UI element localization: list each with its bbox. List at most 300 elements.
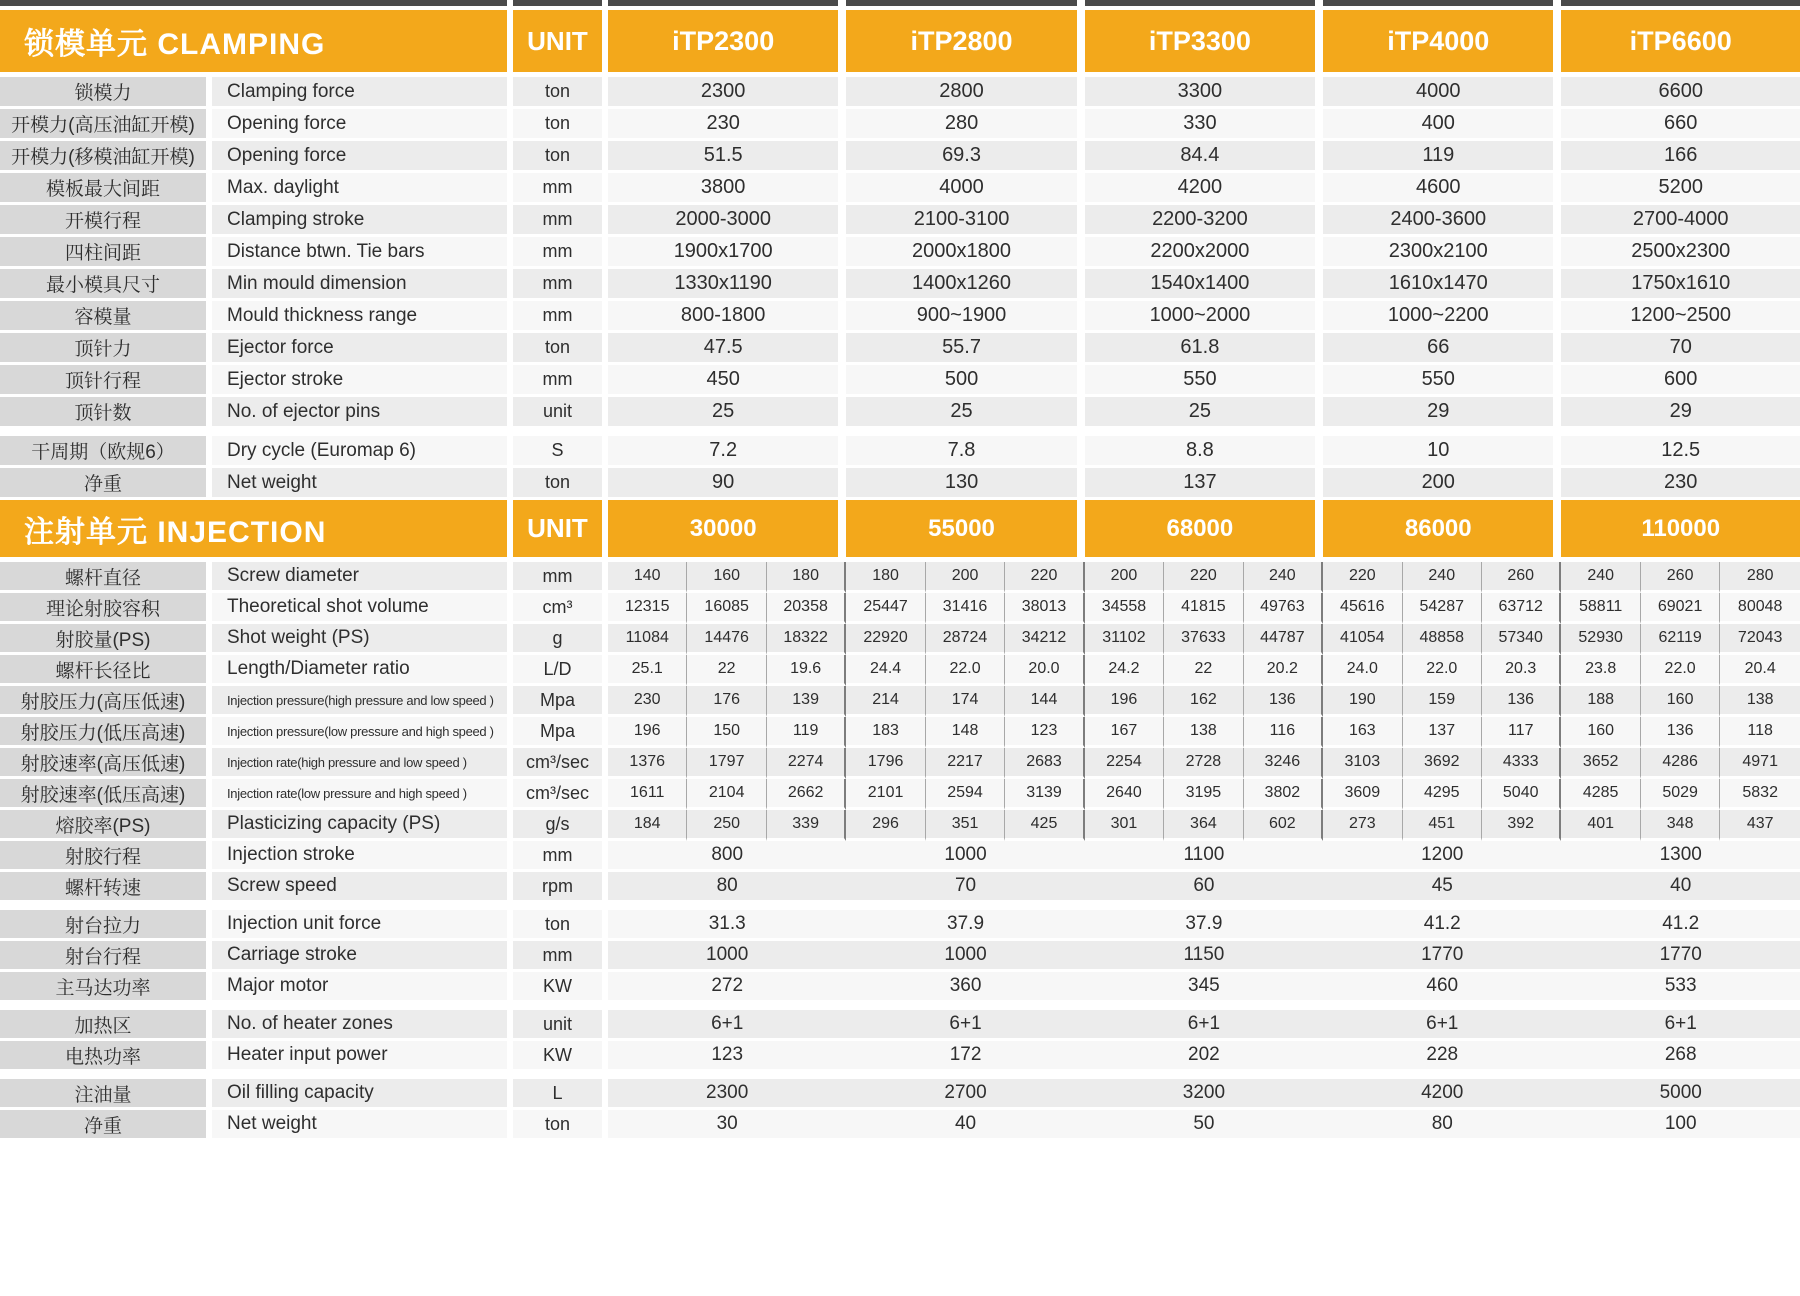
value-cell: 2728	[1164, 748, 1243, 779]
value-cell: 90	[608, 468, 846, 500]
value-cell: 60	[1085, 872, 1323, 903]
row-label-cn: 最小模具尺寸	[0, 269, 212, 301]
value-cell: 139	[767, 686, 846, 717]
row-label-cn: 主马达功率	[0, 972, 212, 1003]
row-unit: ton	[513, 77, 608, 109]
row-label-cn: 干周期（欧规6）	[0, 436, 212, 468]
value-cell: 202	[1085, 1041, 1323, 1072]
clamping-unit-header: UNIT	[513, 10, 608, 77]
value-cell: 240	[1244, 562, 1323, 593]
row-label-cn: 螺杆长径比	[0, 655, 212, 686]
value-cell: 80	[1323, 1110, 1561, 1141]
value-cell: 69.3	[846, 141, 1084, 173]
value-cell: 136	[1641, 717, 1720, 748]
value-cell: 119	[767, 717, 846, 748]
value-cell: 4333	[1482, 748, 1561, 779]
row-label-en: Ejector stroke	[212, 365, 513, 397]
value-cell: 160	[1561, 717, 1640, 748]
row-unit: ton	[513, 910, 608, 941]
value-cell: 1900x1700	[608, 237, 846, 269]
value-cell: 45	[1323, 872, 1561, 903]
value-cell: 280	[1720, 562, 1800, 593]
injection-unit-header: UNIT	[513, 500, 608, 562]
cropped-row-fragment	[1323, 0, 1561, 10]
value-cell: 196	[1085, 686, 1164, 717]
injection-model-header: 55000	[846, 500, 1084, 562]
row-label-cn: 顶针数	[0, 397, 212, 429]
row-unit: mm	[513, 301, 608, 333]
row-label-cn: 加热区	[0, 1010, 212, 1041]
row-label-en: Major motor	[212, 972, 513, 1003]
value-cell: 1770	[1561, 941, 1800, 972]
injection-model-header: 30000	[608, 500, 846, 562]
row-label-cn: 熔胶率(PS)	[0, 810, 212, 841]
value-cell: 22.0	[1641, 655, 1720, 686]
value-cell: 34212	[1005, 624, 1084, 655]
value-cell: 2500x2300	[1561, 237, 1800, 269]
row-label-cn: 注油量	[0, 1079, 212, 1110]
value-cell: 296	[846, 810, 925, 841]
value-cell: 29	[1323, 397, 1561, 429]
value-cell: 130	[846, 468, 1084, 500]
value-cell: 20.0	[1005, 655, 1084, 686]
row-unit: mm	[513, 237, 608, 269]
value-cell: 230	[1561, 468, 1800, 500]
value-cell: 123	[1005, 717, 1084, 748]
value-cell: 550	[1323, 365, 1561, 397]
value-cell: 550	[1085, 365, 1323, 397]
value-cell: 58811	[1561, 593, 1640, 624]
value-cell: 2254	[1085, 748, 1164, 779]
value-cell: 167	[1085, 717, 1164, 748]
value-cell: 364	[1164, 810, 1243, 841]
cropped-row-fragment	[1561, 0, 1800, 10]
row-label-cn: 射胶压力(高压低速)	[0, 686, 212, 717]
value-cell: 301	[1085, 810, 1164, 841]
value-cell: 163	[1323, 717, 1402, 748]
value-cell: 2100-3100	[846, 205, 1084, 237]
row-unit: mm	[513, 941, 608, 972]
clamping-section-title: 锁模单元 CLAMPING	[0, 10, 513, 77]
cropped-row-fragment	[1085, 0, 1323, 10]
clamping-model-header: iTP4000	[1323, 10, 1561, 77]
value-cell: 4200	[1085, 173, 1323, 205]
row-unit: unit	[513, 1010, 608, 1041]
row-label-en: Heater input power	[212, 1041, 513, 1072]
value-cell: 4000	[1323, 77, 1561, 109]
value-cell: 220	[1323, 562, 1402, 593]
injection-model-header: 86000	[1323, 500, 1561, 562]
row-label-cn: 射胶压力(低压高速)	[0, 717, 212, 748]
value-cell: 20358	[767, 593, 846, 624]
value-cell: 24.4	[846, 655, 925, 686]
value-cell: 7.8	[846, 436, 1084, 468]
value-cell: 10	[1323, 436, 1561, 468]
value-cell: 25447	[846, 593, 925, 624]
value-cell: 437	[1720, 810, 1800, 841]
value-cell: 228	[1323, 1041, 1561, 1072]
value-cell: 28724	[926, 624, 1005, 655]
value-cell: 6+1	[1561, 1010, 1800, 1041]
value-cell: 12.5	[1561, 436, 1800, 468]
value-cell: 119	[1323, 141, 1561, 173]
row-unit: ton	[513, 1110, 608, 1141]
value-cell: 250	[687, 810, 766, 841]
value-cell: 272	[608, 972, 846, 1003]
value-cell: 533	[1561, 972, 1800, 1003]
value-cell: 118	[1720, 717, 1800, 748]
value-cell: 392	[1482, 810, 1561, 841]
value-cell: 214	[846, 686, 925, 717]
clamping-model-header: iTP6600	[1561, 10, 1800, 77]
value-cell: 20.4	[1720, 655, 1800, 686]
value-cell: 66	[1323, 333, 1561, 365]
value-cell: 2594	[926, 779, 1005, 810]
row-label-cn: 开模力(高压油缸开模)	[0, 109, 212, 141]
value-cell: 5832	[1720, 779, 1800, 810]
row-label-en: Max. daylight	[212, 173, 513, 205]
value-cell: 268	[1561, 1041, 1800, 1072]
value-cell: 3246	[1244, 748, 1323, 779]
row-label-cn: 四柱间距	[0, 237, 212, 269]
row-unit: mm	[513, 365, 608, 397]
value-cell: 25.1	[608, 655, 687, 686]
row-label-en: No. of ejector pins	[212, 397, 513, 429]
value-cell: 1770	[1323, 941, 1561, 972]
value-cell: 16085	[687, 593, 766, 624]
value-cell: 260	[1482, 562, 1561, 593]
value-cell: 3200	[1085, 1079, 1323, 1110]
value-cell: 24.0	[1323, 655, 1402, 686]
value-cell: 174	[926, 686, 1005, 717]
value-cell: 2000-3000	[608, 205, 846, 237]
row-label-en: Injection unit force	[212, 910, 513, 941]
value-cell: 401	[1561, 810, 1640, 841]
value-cell: 116	[1244, 717, 1323, 748]
value-cell: 2400-3600	[1323, 205, 1561, 237]
value-cell: 22.0	[1403, 655, 1482, 686]
row-unit: Mpa	[513, 686, 608, 717]
value-cell: 2800	[846, 77, 1084, 109]
row-unit: mm	[513, 841, 608, 872]
value-cell: 138	[1164, 717, 1243, 748]
value-cell: 172	[846, 1041, 1084, 1072]
value-cell: 11084	[608, 624, 687, 655]
value-cell: 180	[767, 562, 846, 593]
value-cell: 184	[608, 810, 687, 841]
value-cell: 176	[687, 686, 766, 717]
value-cell: 500	[846, 365, 1084, 397]
value-cell: 1000	[846, 941, 1084, 972]
injection-model-header: 110000	[1561, 500, 1800, 562]
value-cell: 200	[926, 562, 1005, 593]
value-cell: 1611	[608, 779, 687, 810]
value-cell: 339	[767, 810, 846, 841]
value-cell: 348	[1641, 810, 1720, 841]
value-cell: 150	[687, 717, 766, 748]
value-cell: 1330x1190	[608, 269, 846, 301]
value-cell: 52930	[1561, 624, 1640, 655]
row-label-en: Distance btwn. Tie bars	[212, 237, 513, 269]
row-group-gap	[0, 429, 1800, 436]
row-unit: mm	[513, 269, 608, 301]
row-label-en: Plasticizing capacity (PS)	[212, 810, 513, 841]
value-cell: 30	[608, 1110, 846, 1141]
clamping-model-header: iTP3300	[1085, 10, 1323, 77]
value-cell: 800-1800	[608, 301, 846, 333]
row-label-en: Injection pressure(high pressure and low speed )	[212, 686, 513, 717]
row-label-en: Mould thickness range	[212, 301, 513, 333]
row-label-cn: 螺杆转速	[0, 872, 212, 903]
row-unit: KW	[513, 1041, 608, 1072]
value-cell: 84.4	[1085, 141, 1323, 173]
row-label-cn: 射胶量(PS)	[0, 624, 212, 655]
value-cell: 1300	[1561, 841, 1800, 872]
value-cell: 3692	[1403, 748, 1482, 779]
row-label-cn: 容模量	[0, 301, 212, 333]
value-cell: 44787	[1244, 624, 1323, 655]
value-cell: 22920	[846, 624, 925, 655]
value-cell: 6600	[1561, 77, 1800, 109]
value-cell: 220	[1164, 562, 1243, 593]
value-cell: 137	[1403, 717, 1482, 748]
value-cell: 230	[608, 109, 846, 141]
value-cell: 47.5	[608, 333, 846, 365]
value-cell: 136	[1244, 686, 1323, 717]
value-cell: 14476	[687, 624, 766, 655]
value-cell: 70	[1561, 333, 1800, 365]
value-cell: 80048	[1720, 593, 1800, 624]
value-cell: 5200	[1561, 173, 1800, 205]
value-cell: 240	[1403, 562, 1482, 593]
value-cell: 6+1	[846, 1010, 1084, 1041]
value-cell: 5000	[1561, 1079, 1800, 1110]
value-cell: 330	[1085, 109, 1323, 141]
value-cell: 2000x1800	[846, 237, 1084, 269]
value-cell: 40	[1561, 872, 1800, 903]
clamping-model-header: iTP2300	[608, 10, 846, 77]
value-cell: 54287	[1403, 593, 1482, 624]
value-cell: 25	[846, 397, 1084, 429]
value-cell: 138	[1720, 686, 1800, 717]
row-label-cn: 锁模力	[0, 77, 212, 109]
value-cell: 180	[846, 562, 925, 593]
row-unit: ton	[513, 109, 608, 141]
value-cell: 1200~2500	[1561, 301, 1800, 333]
row-label-en: Carriage stroke	[212, 941, 513, 972]
row-label-cn: 顶针行程	[0, 365, 212, 397]
value-cell: 2217	[926, 748, 1005, 779]
row-label-en: Injection rate(low pressure and high speed )	[212, 779, 513, 810]
value-cell: 12315	[608, 593, 687, 624]
cropped-row-fragment	[0, 0, 513, 10]
value-cell: 1400x1260	[846, 269, 1084, 301]
row-label-en: Opening force	[212, 109, 513, 141]
value-cell: 351	[926, 810, 1005, 841]
value-cell: 1000~2000	[1085, 301, 1323, 333]
value-cell: 61.8	[1085, 333, 1323, 365]
value-cell: 273	[1323, 810, 1402, 841]
value-cell: 2700	[846, 1079, 1084, 1110]
value-cell: 1000	[846, 841, 1084, 872]
value-cell: 900~1900	[846, 301, 1084, 333]
row-label-en: Screw speed	[212, 872, 513, 903]
value-cell: 1797	[687, 748, 766, 779]
value-cell: 48858	[1403, 624, 1482, 655]
row-unit: ton	[513, 141, 608, 173]
value-cell: 451	[1403, 810, 1482, 841]
row-unit: mm	[513, 173, 608, 205]
value-cell: 1150	[1085, 941, 1323, 972]
row-label-en: Min mould dimension	[212, 269, 513, 301]
value-cell: 20.3	[1482, 655, 1561, 686]
value-cell: 55.7	[846, 333, 1084, 365]
row-label-en: Opening force	[212, 141, 513, 173]
row-label-en: Injection pressure(low pressure and high speed )	[212, 717, 513, 748]
value-cell: 2662	[767, 779, 846, 810]
row-group-gap	[0, 1072, 1800, 1079]
value-cell: 800	[608, 841, 846, 872]
value-cell: 34558	[1085, 593, 1164, 624]
value-cell: 2300	[608, 1079, 846, 1110]
row-group-gap	[0, 1003, 1800, 1010]
clamping-model-header: iTP2800	[846, 10, 1084, 77]
value-cell: 3802	[1244, 779, 1323, 810]
row-label-cn: 螺杆直径	[0, 562, 212, 593]
row-label-cn: 射胶速率(高压低速)	[0, 748, 212, 779]
cropped-row-fragment	[513, 0, 608, 10]
value-cell: 5040	[1482, 779, 1561, 810]
value-cell: 166	[1561, 141, 1800, 173]
row-unit: rpm	[513, 872, 608, 903]
value-cell: 1200	[1323, 841, 1561, 872]
value-cell: 1610x1470	[1323, 269, 1561, 301]
value-cell: 360	[846, 972, 1084, 1003]
row-label-en: Clamping stroke	[212, 205, 513, 237]
value-cell: 69021	[1641, 593, 1720, 624]
row-unit: cm³/sec	[513, 748, 608, 779]
value-cell: 4000	[846, 173, 1084, 205]
value-cell: 240	[1561, 562, 1640, 593]
row-unit: ton	[513, 333, 608, 365]
value-cell: 200	[1323, 468, 1561, 500]
value-cell: 80	[608, 872, 846, 903]
value-cell: 4286	[1641, 748, 1720, 779]
value-cell: 6+1	[608, 1010, 846, 1041]
value-cell: 136	[1482, 686, 1561, 717]
value-cell: 4295	[1403, 779, 1482, 810]
row-label-en: Injection stroke	[212, 841, 513, 872]
cropped-row-fragment	[846, 0, 1084, 10]
value-cell: 22	[1164, 655, 1243, 686]
row-label-en: Shot weight (PS)	[212, 624, 513, 655]
row-unit: g	[513, 624, 608, 655]
value-cell: 41815	[1164, 593, 1243, 624]
value-cell: 40	[846, 1110, 1084, 1141]
row-label-cn: 顶针力	[0, 333, 212, 365]
value-cell: 22.0	[926, 655, 1005, 686]
value-cell: 280	[846, 109, 1084, 141]
value-cell: 19.6	[767, 655, 846, 686]
value-cell: 2101	[846, 779, 925, 810]
value-cell: 1540x1400	[1085, 269, 1323, 301]
value-cell: 4200	[1323, 1079, 1561, 1110]
row-unit: g/s	[513, 810, 608, 841]
row-unit: KW	[513, 972, 608, 1003]
value-cell: 4971	[1720, 748, 1800, 779]
value-cell: 2200-3200	[1085, 205, 1323, 237]
value-cell: 41.2	[1323, 910, 1561, 941]
value-cell: 260	[1641, 562, 1720, 593]
value-cell: 25	[608, 397, 846, 429]
value-cell: 63712	[1482, 593, 1561, 624]
row-label-cn: 射胶速率(低压高速)	[0, 779, 212, 810]
value-cell: 3800	[608, 173, 846, 205]
value-cell: 49763	[1244, 593, 1323, 624]
value-cell: 117	[1482, 717, 1561, 748]
row-unit: S	[513, 436, 608, 468]
value-cell: 3652	[1561, 748, 1640, 779]
value-cell: 602	[1244, 810, 1323, 841]
value-cell: 3609	[1323, 779, 1402, 810]
row-label-cn: 理论射胶容积	[0, 593, 212, 624]
value-cell: 100	[1561, 1110, 1800, 1141]
value-cell: 1100	[1085, 841, 1323, 872]
value-cell: 23.8	[1561, 655, 1640, 686]
row-label-en: Oil filling capacity	[212, 1079, 513, 1110]
value-cell: 160	[1641, 686, 1720, 717]
value-cell: 2683	[1005, 748, 1084, 779]
row-label-cn: 模板最大间距	[0, 173, 212, 205]
row-label-cn: 开模行程	[0, 205, 212, 237]
row-unit: mm	[513, 562, 608, 593]
row-unit: L/D	[513, 655, 608, 686]
row-unit: ton	[513, 468, 608, 500]
value-cell: 41.2	[1561, 910, 1800, 941]
value-cell: 3139	[1005, 779, 1084, 810]
value-cell: 220	[1005, 562, 1084, 593]
row-label-en: Injection rate(high pressure and low speed )	[212, 748, 513, 779]
value-cell: 159	[1403, 686, 1482, 717]
value-cell: 22	[687, 655, 766, 686]
value-cell: 2300	[608, 77, 846, 109]
value-cell: 144	[1005, 686, 1084, 717]
value-cell: 18322	[767, 624, 846, 655]
value-cell: 600	[1561, 365, 1800, 397]
value-cell: 2200x2000	[1085, 237, 1323, 269]
value-cell: 345	[1085, 972, 1323, 1003]
row-unit: cm³	[513, 593, 608, 624]
value-cell: 137	[1085, 468, 1323, 500]
value-cell: 400	[1323, 109, 1561, 141]
value-cell: 2640	[1085, 779, 1164, 810]
value-cell: 450	[608, 365, 846, 397]
value-cell: 200	[1085, 562, 1164, 593]
value-cell: 3195	[1164, 779, 1243, 810]
value-cell: 62119	[1641, 624, 1720, 655]
value-cell: 2700-4000	[1561, 205, 1800, 237]
value-cell: 72043	[1720, 624, 1800, 655]
value-cell: 70	[846, 872, 1084, 903]
injection-section-title: 注射单元 INJECTION	[0, 500, 513, 562]
value-cell: 425	[1005, 810, 1084, 841]
value-cell: 6+1	[1085, 1010, 1323, 1041]
row-label-cn: 射台行程	[0, 941, 212, 972]
row-label-en: Clamping force	[212, 77, 513, 109]
row-label-cn: 净重	[0, 468, 212, 500]
value-cell: 41054	[1323, 624, 1402, 655]
value-cell: 148	[926, 717, 1005, 748]
